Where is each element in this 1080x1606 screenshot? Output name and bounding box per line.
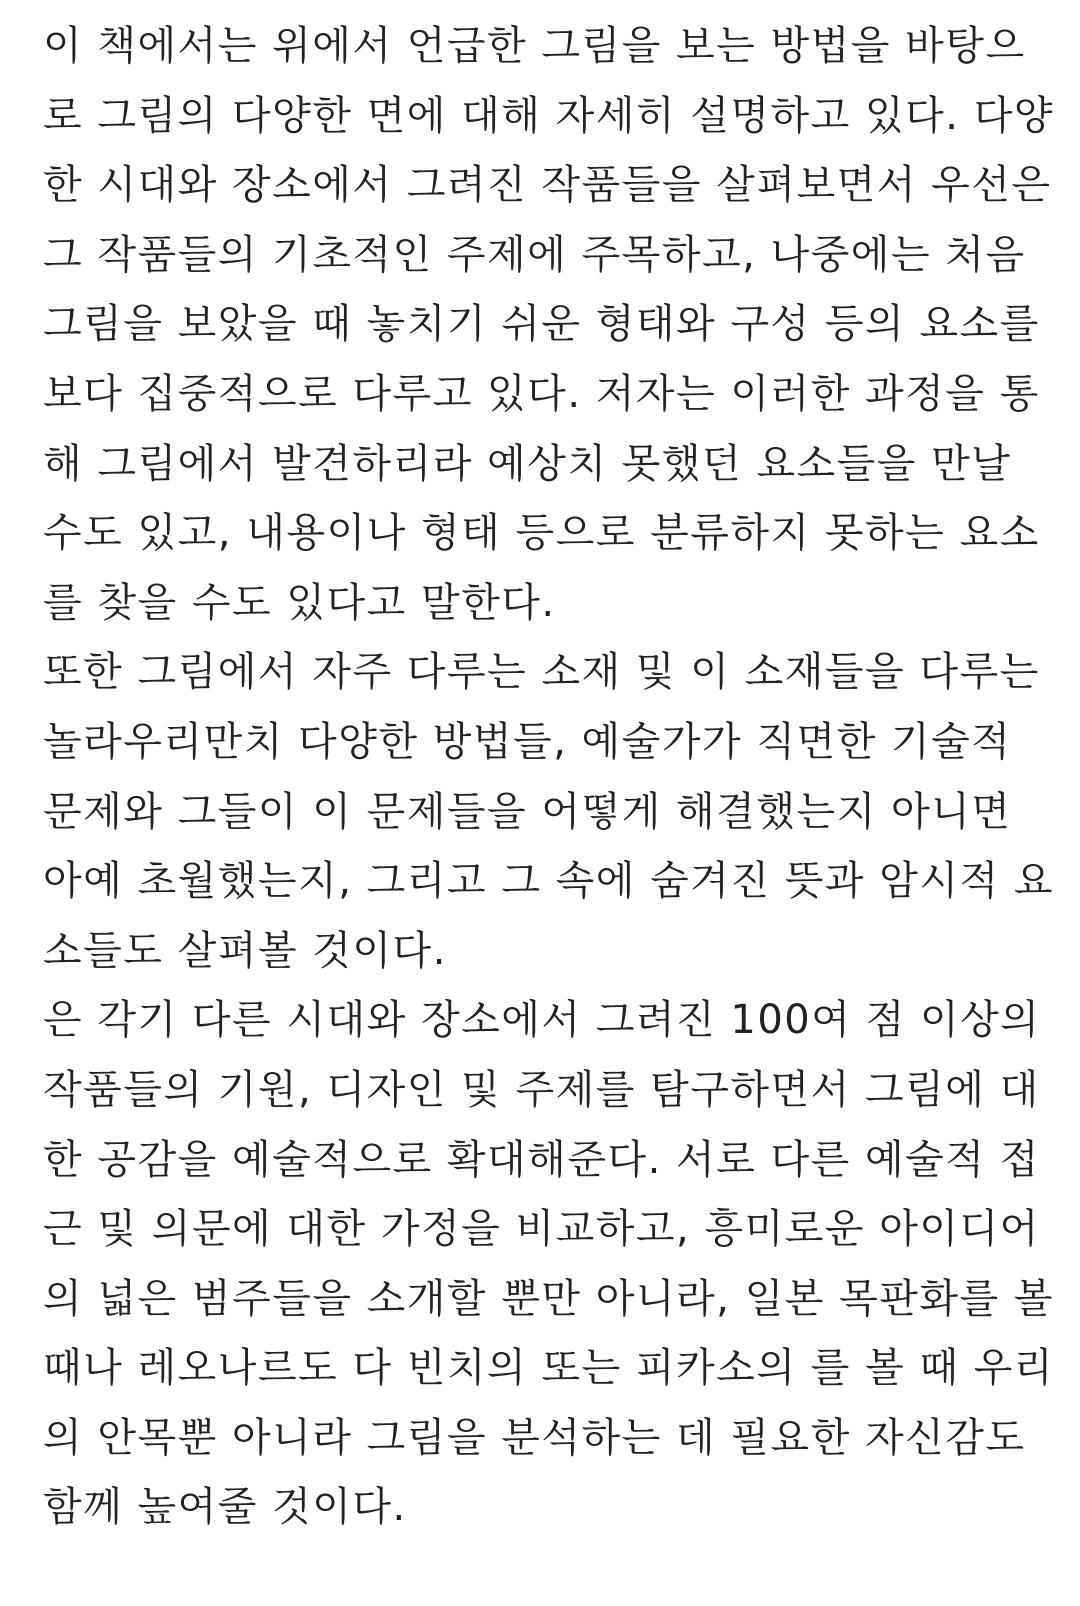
text-line: 의 넓은 범주들을 소개할 뿐만 아니라, 일본 목판화를 볼 — [43, 1275, 1055, 1322]
text-line: 작품들의 기원, 디자인 및 주제를 탐구하면서 그림에 대 — [43, 1066, 1040, 1113]
text-line: 문제와 그들이 이 문제들을 어떻게 해결했는지 아니면 — [43, 788, 1012, 835]
text-line: 그 작품들의 기초적인 주제에 주목하고, 나중에는 처음 — [43, 231, 1026, 278]
text-line: 한 시대와 장소에서 그려진 작품들을 살펴보면서 우선은 — [43, 162, 1052, 209]
text-line: 때나 레오나르도 다 빈치의 또는 피카소의 를 볼 때 우리 — [43, 1345, 1055, 1392]
text-line: 함께 높여줄 것이다. — [43, 1484, 407, 1531]
text-line: 수도 있고, 내용이나 형태 등으로 분류하지 못하는 요소 — [43, 510, 1040, 557]
text-line: 이 책에서는 위에서 언급한 그림을 보는 방법을 바탕으 — [43, 23, 1026, 69]
text-line: 은 각기 다른 시대와 장소에서 그려진 100여 점 이상의 — [43, 997, 1041, 1044]
text-line: 그림을 보았을 때 놓치기 쉬운 형태와 구성 등의 요소를 — [43, 301, 1040, 348]
text-line: 근 및 의문에 대한 가정을 비교하고, 흥미로운 아이디어 — [43, 1206, 1040, 1253]
text-line: 해 그림에서 발견하리라 예상치 못했던 요소들을 만날 — [43, 440, 1012, 487]
text-line: 놀라우리만치 다양한 방법들, 예술가가 직면한 기술적 — [43, 718, 1012, 765]
text-line: 보다 집중적으로 다루고 있다. 저자는 이러한 과정을 통 — [43, 370, 1040, 417]
text-line: 아예 초월했는지, 그리고 그 속에 숨겨진 뜻과 암시적 요 — [43, 858, 1055, 905]
text-line: 소들도 살펴볼 것이다. — [43, 927, 447, 974]
text-line: 또한 그림에서 자주 다루는 소재 및 이 소재들을 다루는 — [43, 649, 1040, 696]
text-line: 로 그림의 다양한 면에 대해 자세히 설명하고 있다. 다양 — [43, 92, 1055, 139]
text-line: 의 안목뿐 아니라 그림을 분석하는 데 필요한 자신감도 — [43, 1414, 1026, 1461]
text-line: 를 찾을 수도 있다고 말한다. — [43, 579, 556, 626]
body-text — [43, 12, 1055, 1543]
text-line: 한 공감을 예술적으로 확대해준다. 서로 다른 예술적 접 — [43, 1136, 1040, 1183]
